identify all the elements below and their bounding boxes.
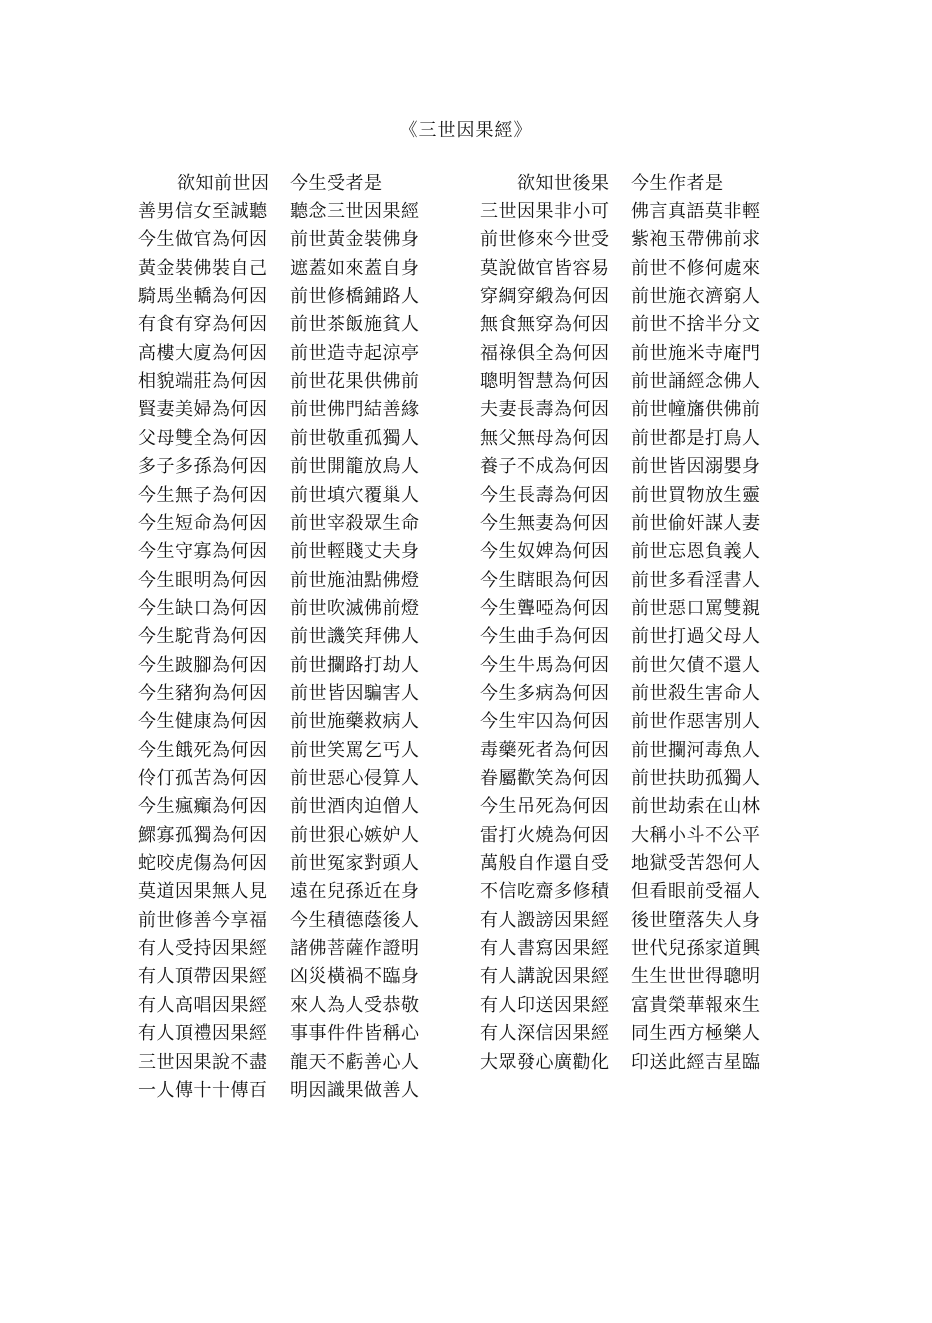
verse-line: 前世偷奸謀人妻 [631, 512, 761, 534]
verse-header-3: 欲知世後果 [517, 173, 610, 194]
verse-line: 前世造寺起涼亭 [290, 342, 420, 364]
verse-line: 今生牢囚為何因 [480, 711, 610, 733]
verse-line: 前世吹滅佛前燈 [290, 597, 420, 619]
verse-line: 前世譏笑拜佛人 [290, 626, 420, 648]
verse-row [0, 226, 932, 254]
verse-line: 騎馬坐轎為何因 [138, 286, 268, 308]
verse-line: 前世狠心嫉妒人 [290, 824, 420, 846]
verse-line: 前世攔河毒魚人 [631, 739, 761, 761]
verse-line: 眷屬歡笑為何因 [480, 768, 610, 789]
verse-row [0, 708, 932, 736]
verse-line: 相貌端莊為何因 [138, 371, 268, 393]
verse-line: 今生餓死為何因 [138, 739, 268, 761]
verse-line: 夫妻長壽為何因 [480, 399, 610, 421]
verse-line: 前世施藥救病人 [290, 711, 420, 733]
verse-line: 今生眼明為何因 [138, 569, 268, 591]
verse-line: 前世攔路打劫人 [290, 654, 420, 676]
verse-line: 前世宰殺眾生命 [290, 512, 420, 534]
verse-line: 穿綢穿緞為何因 [480, 286, 610, 308]
verse-row [0, 1077, 932, 1105]
verse-line: 今生短命為何因 [138, 512, 268, 534]
verse-line: 前世作惡害別人 [631, 711, 761, 733]
verse-header-2: 今生受者是 [290, 173, 383, 194]
verse-row [0, 482, 932, 510]
verse-line: 今生豬狗為何因 [138, 682, 268, 704]
verse-row [0, 1020, 932, 1048]
verse-line: 有人書寫因果經 [480, 938, 610, 960]
verse-line: 前世惡口罵雙親 [631, 597, 761, 619]
verse-line: 前世欠債不還人 [631, 654, 761, 676]
verse-line: 有人受持因果經 [138, 938, 268, 960]
verse-line: 前世花果供佛前 [290, 371, 420, 393]
verse-line: 前世劫索在山林 [631, 796, 761, 818]
verse-line: 後世墮落失人身 [631, 909, 761, 931]
verse-line: 前世皆因溺嬰身 [631, 456, 761, 478]
verse-line: 事事件件皆稱心 [290, 1023, 420, 1045]
verse-line: 聰明智慧為何因 [480, 371, 610, 393]
verse-line: 世代兒孫家道興 [631, 938, 761, 960]
verse-line: 前世敬重孤獨人 [290, 427, 420, 449]
verse-line: 三世因果非小可 [480, 201, 610, 222]
verse-line: 今生長壽為何因 [480, 484, 610, 506]
verse-line: 今生駝背為何因 [138, 626, 268, 648]
verse-line: 前世開籠放鳥人 [290, 456, 420, 478]
verse-line: 但看眼前受福人 [631, 881, 761, 903]
verse-line: 諸佛菩薩作證明 [290, 938, 420, 960]
verse-line: 高樓大廈為何因 [138, 342, 268, 364]
verse-line: 伶仃孤苦為何因 [138, 768, 268, 789]
verse-line: 今生無子為何因 [138, 484, 268, 506]
verse-line: 鰥寡孤獨為何因 [138, 824, 268, 846]
verse-line: 賢妻美婦為何因 [138, 399, 268, 421]
verse-row [0, 992, 932, 1020]
verse-line: 龍天不虧善心人 [290, 1051, 420, 1073]
verse-line: 一人傳十十傳百 [138, 1079, 268, 1101]
document-title: 《三世因果經》 [399, 120, 533, 141]
verse-line: 有人頂帶因果經 [138, 966, 268, 988]
verse-line: 明因識果做善人 [290, 1079, 420, 1101]
verse-row [0, 907, 932, 935]
verse-row [0, 311, 932, 339]
verse-line: 毒藥死者為何因 [480, 739, 610, 761]
verse-line: 大稱小斗不公平 [631, 824, 761, 846]
verse-line: 前世幢旛供佛前 [631, 399, 761, 421]
verse-header-4: 今生作者是 [631, 173, 724, 194]
verse-line: 養子不成為何因 [480, 456, 610, 478]
verse-line: 富貴榮華報來生 [631, 994, 761, 1016]
verse-line: 不信吃齋多修積 [480, 881, 610, 903]
verse-line: 前世修橋鋪路人 [290, 286, 420, 308]
verse-line: 佛言真語莫非輕 [631, 201, 761, 222]
verse-line: 印送此經吉星臨 [631, 1051, 761, 1073]
verse-line: 同生西方極樂人 [631, 1023, 761, 1045]
verse-line: 前世佛門結善緣 [290, 399, 420, 421]
verse-row [0, 255, 932, 283]
verse-line: 有人印送因果經 [480, 994, 610, 1016]
verse-line: 父母雙全為何因 [138, 427, 268, 449]
verse-line: 有食有穿為何因 [138, 314, 268, 336]
verse-line: 前世買物放生靈 [631, 484, 761, 506]
verse-row [0, 765, 932, 793]
verse-line: 莫道因果無人見 [138, 881, 268, 903]
verse-row [0, 680, 932, 708]
verse-row [0, 850, 932, 878]
verse-row [0, 283, 932, 311]
verse-line: 地獄受苦怨何人 [631, 853, 761, 875]
verse-line: 前世不修何處來 [631, 257, 761, 279]
verse-line: 前世施米寺庵門 [631, 342, 761, 364]
verse-line: 大眾發心廣勸化 [480, 1051, 610, 1073]
verse-line: 前世修善今享福 [138, 909, 268, 931]
verse-header-1: 欲知前世因 [177, 173, 270, 194]
verse-line: 來人為人受恭敬 [290, 994, 420, 1016]
verse-row [0, 1049, 932, 1077]
verse-line: 今生無妻為何因 [480, 512, 610, 534]
verse-line: 今生吊死為何因 [480, 796, 610, 818]
verse-line: 善男信女至誠聽 [138, 201, 268, 222]
verse-line: 聽念三世因果經 [290, 201, 420, 222]
verse-line: 有人講說因果經 [480, 966, 610, 988]
verse-line: 有人高唱因果經 [138, 994, 268, 1016]
verse-line: 前世忘恩負義人 [631, 541, 761, 563]
verse-line: 多子多孫為何因 [138, 456, 268, 478]
verse-row [0, 935, 932, 963]
verse-row [0, 737, 932, 765]
verse-line: 今生積德蔭後人 [290, 909, 420, 931]
verse-row [0, 595, 932, 623]
verse-line: 前世輕賤丈夫身 [290, 541, 420, 563]
verse-line: 今生健康為何因 [138, 711, 268, 733]
verse-line: 前世冤家對頭人 [290, 853, 420, 875]
verse-line: 雷打火燒為何因 [480, 824, 610, 846]
verse-line: 有人頂禮因果經 [138, 1023, 268, 1045]
verse-line: 今生曲手為何因 [480, 626, 610, 648]
verse-line: 今生瘋癲為何因 [138, 796, 268, 818]
verse-line: 遮蓋如來蓋自身 [290, 257, 420, 279]
verse-row [0, 453, 932, 481]
verse-line: 今生缺口為何因 [138, 597, 268, 619]
verse-line: 前世多看淫書人 [631, 569, 761, 591]
verse-line: 生生世世得聰明 [631, 966, 761, 988]
verse-line: 有人譭謗因果經 [480, 909, 610, 931]
verse-line: 前世皆因騙害人 [290, 682, 420, 704]
verse-line: 遠在兒孫近在身 [290, 881, 420, 903]
verse-row [0, 396, 932, 424]
verse-line: 前世打過父母人 [631, 626, 761, 648]
verse-line: 今生奴婢為何因 [480, 541, 610, 563]
verse-header-row [0, 170, 932, 198]
verse-line: 福祿俱全為何因 [480, 342, 610, 364]
verse-row [0, 567, 932, 595]
verse-line: 前世誦經念佛人 [631, 371, 761, 393]
verse-line: 凶災橫禍不臨身 [290, 966, 420, 988]
verse-row [0, 963, 932, 991]
verse-line: 前世黃金裝佛身 [290, 229, 420, 251]
verse-line: 今生做官為何因 [138, 229, 268, 251]
verse-line: 前世惡心侵算人 [290, 768, 420, 789]
verse-line: 三世因果說不盡 [138, 1051, 268, 1073]
verse-row [0, 878, 932, 906]
verse-row [0, 538, 932, 566]
verse-line: 前世酒肉迫僧人 [290, 796, 420, 818]
verse-line: 前世施油點佛燈 [290, 569, 420, 591]
verse-line: 前世扶助孤獨人 [631, 768, 761, 789]
verse-line: 無父無母為何因 [480, 427, 610, 449]
verse-row [0, 198, 932, 226]
verse-row [0, 425, 932, 453]
verse-line: 前世殺生害命人 [631, 682, 761, 704]
verse-line: 今生多病為何因 [480, 682, 610, 704]
verse-line: 前世填穴覆巢人 [290, 484, 420, 506]
verse-row [0, 340, 932, 368]
verse-line: 萬般自作還自受 [480, 853, 610, 875]
verse-line: 今生聾啞為何因 [480, 597, 610, 619]
verse-line: 今生牛馬為何因 [480, 654, 610, 676]
verse-line: 前世不捨半分文 [631, 314, 761, 336]
verse-line: 前世都是打鳥人 [631, 427, 761, 449]
verse-line: 前世笑罵乞丐人 [290, 739, 420, 761]
verse-line: 紫袍玉帶佛前求 [631, 229, 761, 251]
verse-line: 前世茶飯施貧人 [290, 314, 420, 336]
verse-line: 有人深信因果經 [480, 1023, 610, 1045]
verse-line: 莫說做官皆容易 [480, 257, 610, 279]
verse-row [0, 652, 932, 680]
verse-row [0, 623, 932, 651]
verse-line: 蛇咬虎傷為何因 [138, 853, 268, 875]
verse-line: 前世修來今世受 [480, 229, 610, 251]
verse-line: 無食無穿為何因 [480, 314, 610, 336]
verse-row [0, 510, 932, 538]
verse-row [0, 822, 932, 850]
verse-line: 今生瞎眼為何因 [480, 569, 610, 591]
verse-line: 今生跛腳為何因 [138, 654, 268, 676]
verse-row [0, 368, 932, 396]
verse-line: 今生守寡為何因 [138, 541, 268, 563]
verse-line: 黃金裝佛裝自己 [138, 257, 268, 279]
verse-line: 前世施衣濟窮人 [631, 286, 761, 308]
verse-row [0, 793, 932, 821]
